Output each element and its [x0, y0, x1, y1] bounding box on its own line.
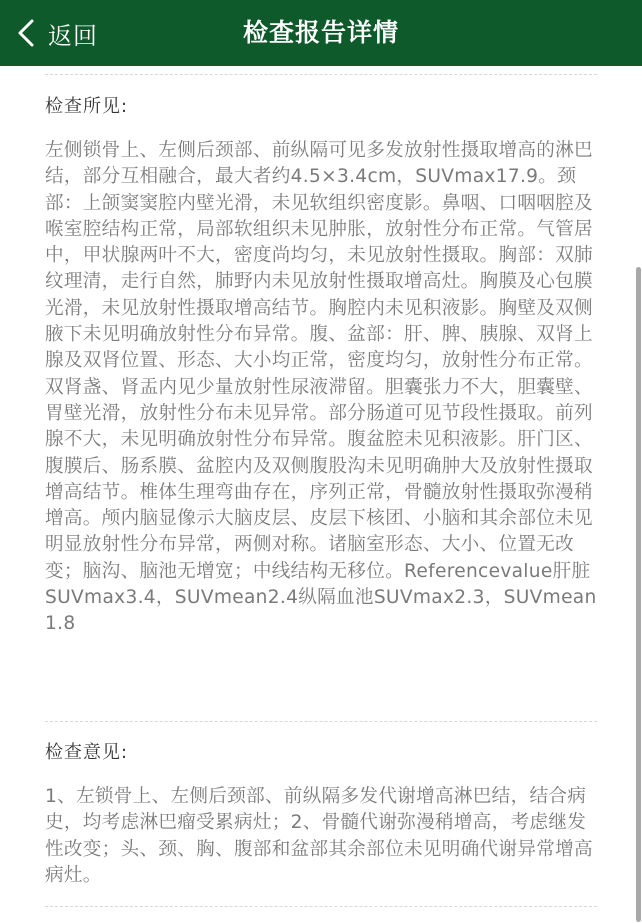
chevron-left-icon [12, 18, 42, 48]
opinion-text: 1、左锁骨上、左侧后颈部、前纵隔多发代谢增高淋巴结，结合病史，均考虑淋巴瘤受累病灶；2、骨髓代谢弥漫稍增高，考虑继发性改变；头、颈、胸、腹部和盆部其余部位未见明确代谢异常增高病灶。 [45, 786, 593, 886]
nav-header [0, 0, 642, 66]
back-button[interactable] [12, 0, 98, 66]
scrollbar[interactable] [636, 267, 641, 922]
divider-bottom [45, 906, 597, 907]
page-title: 检查报告详情 [242, 18, 399, 47]
opinion-label: 检查意见: [45, 742, 129, 763]
report-content[interactable] [0, 66, 642, 923]
divider-middle [45, 721, 597, 722]
findings-text: 左侧锁骨上、左侧后颈部、前纵隔可见多发放射性摄取增高的淋巴结，部分互相融合，最大者约4.5×3.4cm，SUVmax17.9。颈部：上颌窦窦腔内壁光滑，未见软组织密度影。鼻咽、口咽咽腔及喉室腔结构正常，局部软组织未见肿胀，放射性分布正常。气管居中，甲状腺两叶不大，密度尚均匀，未见放射性摄取。胸部：双肺纹理清，走行自然，肺野内未见放射性摄取增高灶。胸膜及心包膜光滑，未见放射性摄取增高结节。胸腔内未见积液影。胸壁及双侧腋下未见明确放射性分布异常。腹、盆部：肝、脾、胰腺、双肾上腺及双肾位置、形态、大小均正常，密度均匀，放射性分布正常。双肾盏、肾盂内见少量放射性尿液滞留。胆囊张力不大，胆囊壁、胃壁光滑，放射性分布未见异常。部分肠道可见节段性摄取。前列腺不大，未见明确放射性分布异常。腹盆腔未见积液影。肝门区、腹膜后、肠系膜、盆腔内及双侧腹股沟未见明确肿大及放射性摄取增高结节。椎体生理弯曲存在，序列正常，骨髓放射性摄取弥漫稍增高。颅内脑显像示大脑皮层、皮层下核团、小脑和其余部位未见明显放射性分布异常，两侧对称。诸脑室形态、大小、位置无改变；脑沟、脑池无增宽；中线结构无移位。Referencevalue肝脏SUVmax3.4，SUVmean2.4纵隔血池SUVmax2.3，SUVmean1.8 [45, 140, 597, 635]
findings-label: 检查所见: [45, 96, 129, 117]
back-label: 返回 [48, 21, 98, 50]
divider-top [45, 74, 597, 75]
